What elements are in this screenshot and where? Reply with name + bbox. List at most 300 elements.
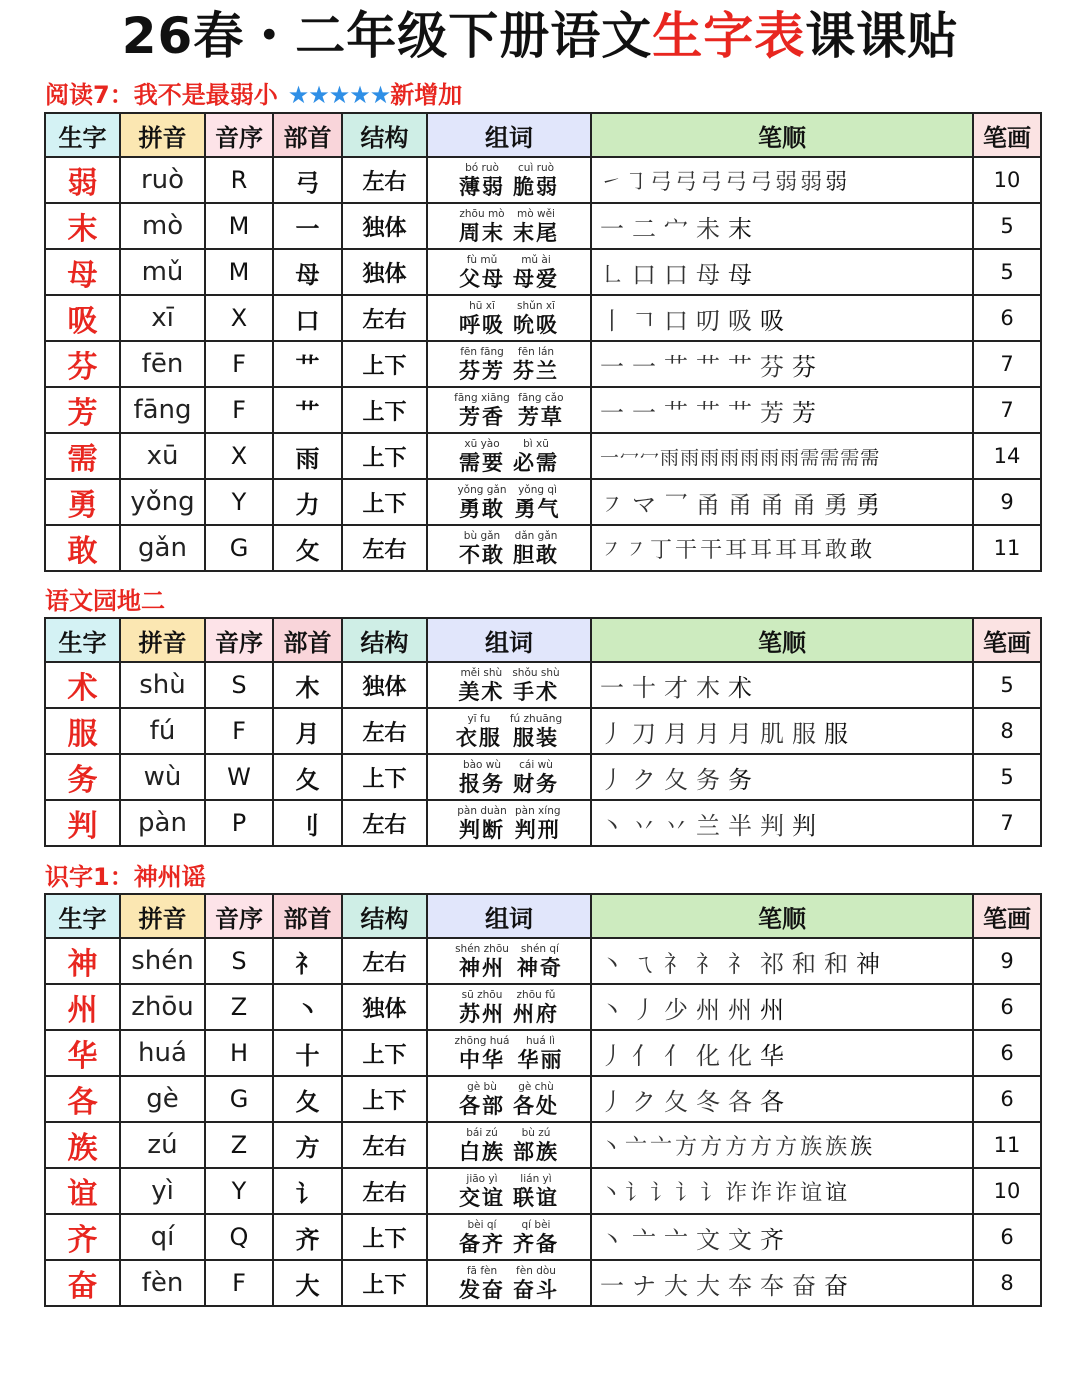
word-group	[428, 805, 590, 842]
stroke-step: 服	[792, 719, 816, 748]
word-text: 周末	[459, 220, 505, 245]
stroke-step: 丶	[600, 1225, 624, 1254]
header-cell: 生字	[45, 894, 120, 938]
stroke-step: 祁	[760, 949, 784, 978]
word-group	[428, 989, 590, 1026]
stroke-step: マ	[632, 490, 656, 519]
pinyin-cell: gǎn	[120, 525, 205, 571]
star-rating-icon: ★★★★★	[287, 81, 391, 109]
table-row	[45, 754, 1041, 800]
stroke-step: 一	[600, 214, 624, 243]
stroke-step: 芳	[760, 398, 784, 427]
stroke-step: 母	[728, 260, 752, 289]
stroke-step: 方	[775, 1134, 798, 1160]
stroke-step: 方	[750, 1134, 773, 1160]
word-pinyin: yī fu	[467, 712, 491, 725]
pinyin-cell: mǔ	[120, 249, 205, 295]
table-row	[45, 295, 1041, 341]
stroke-step: 齐	[760, 1225, 784, 1254]
stroke-step: 一	[600, 398, 624, 427]
zuci-cell	[427, 157, 591, 203]
word-item	[459, 346, 505, 383]
stroke-step: 末	[728, 214, 752, 243]
jiegou-cell: 上下	[342, 433, 427, 479]
bushou-cell: 力	[273, 479, 342, 525]
stroke-step: 乛	[664, 490, 688, 519]
stroke-step: 一	[632, 352, 656, 381]
stroke-step: 口	[664, 306, 688, 335]
word-item	[512, 667, 559, 704]
bushou-cell: 刂	[273, 800, 342, 846]
section-note: 新增加	[390, 81, 463, 109]
bishun-cell	[591, 341, 973, 387]
stroke-step: 雨	[760, 446, 780, 469]
word-text: 各部	[459, 1093, 505, 1118]
word-text: 神州	[458, 955, 505, 980]
pinyin-cell: qí	[120, 1214, 205, 1260]
stroke-step: 勇	[856, 490, 880, 519]
word-item	[459, 1219, 505, 1256]
section-title: 识字1：神州谣	[45, 863, 206, 891]
yinxu-cell: Q	[205, 1214, 273, 1260]
table-row	[45, 1214, 1041, 1260]
word-pinyin: bèi qí	[467, 1218, 497, 1231]
word-group	[428, 162, 590, 199]
pinyin-cell: yǒng	[120, 479, 205, 525]
table-header-row	[45, 894, 1041, 938]
pinyin-cell: fú	[120, 708, 205, 754]
stroke-step: 弱	[775, 169, 798, 195]
stroke-step: 耳	[775, 537, 798, 563]
word-text: 母爱	[513, 266, 559, 291]
bihua-cell: 6	[973, 295, 1041, 341]
word-item	[459, 1173, 505, 1210]
header-cell: 组词	[427, 113, 591, 157]
stroke-step: 华	[760, 1041, 784, 1070]
zuci-cell	[427, 1260, 591, 1306]
stroke-step: 弓	[700, 169, 723, 195]
stroke-step: 丶	[600, 1180, 623, 1206]
header-cell: 部首	[273, 894, 342, 938]
header-cell: 音序	[205, 113, 273, 157]
zuci-cell	[427, 984, 591, 1030]
bushou-cell: 礻	[273, 938, 342, 984]
stroke-step: 礻	[696, 949, 720, 978]
stroke-step: ㄟ	[632, 949, 656, 978]
word-pinyin: pàn xíng	[514, 804, 561, 817]
table-row	[45, 800, 1041, 846]
word-pinyin: shǒu shù	[512, 666, 560, 679]
char-cell: 芳	[45, 387, 120, 433]
bihua-cell: 7	[973, 387, 1041, 433]
jiegou-cell: 上下	[342, 479, 427, 525]
stroke-step: 一	[600, 446, 620, 469]
stroke-step: ㇀	[600, 169, 623, 195]
word-pinyin: cuì ruò	[517, 161, 555, 174]
stroke-step: 艹	[728, 398, 752, 427]
word-item	[457, 805, 507, 842]
table-row	[45, 525, 1041, 571]
bihua-cell: 8	[973, 708, 1041, 754]
word-pinyin: měi shù	[460, 666, 503, 679]
word-item	[458, 667, 504, 704]
word-item	[456, 713, 502, 750]
table-row	[45, 1168, 1041, 1214]
pinyin-cell: mò	[120, 203, 205, 249]
bushou-cell: 艹	[273, 387, 342, 433]
yinxu-cell: S	[205, 662, 273, 708]
char-cell: 州	[45, 984, 120, 1030]
jiegou-cell: 上下	[342, 1030, 427, 1076]
section-label-reading7	[45, 80, 462, 110]
word-group	[428, 713, 590, 750]
table-row	[45, 1260, 1041, 1306]
zuci-cell	[427, 662, 591, 708]
table-row	[45, 249, 1041, 295]
stroke-step: 丶	[600, 811, 624, 840]
stroke-step: 𠃍	[632, 306, 656, 335]
word-text: 薄弱	[459, 174, 505, 199]
char-cell: 齐	[45, 1214, 120, 1260]
stroke-step: 口	[632, 260, 656, 289]
bushou-cell: 夂	[273, 754, 342, 800]
stroke-step: 谊	[800, 1180, 823, 1206]
word-item	[513, 1127, 559, 1164]
bushou-cell: 一	[273, 203, 342, 249]
stroke-step: 讠	[675, 1180, 698, 1206]
stroke-step: 甬	[760, 490, 784, 519]
word-text: 吮吸	[513, 312, 559, 337]
stroke-step: 礻	[664, 949, 688, 978]
stroke-step: 芳	[792, 398, 816, 427]
stroke-step: 弱	[800, 169, 823, 195]
word-pinyin: shén qí	[520, 942, 559, 955]
pinyin-cell: fēn	[120, 341, 205, 387]
table-row	[45, 1076, 1041, 1122]
stroke-step: 弓	[650, 169, 673, 195]
stroke-step: 和	[824, 949, 848, 978]
word-pinyin: cái wù	[519, 758, 553, 771]
word-group	[428, 943, 590, 980]
stroke-step: ㇇	[625, 537, 648, 563]
jiegou-cell: 独体	[342, 249, 427, 295]
pinyin-cell: gè	[120, 1076, 205, 1122]
title-part3: 课课贴	[805, 7, 959, 65]
pinyin-cell: fèn	[120, 1260, 205, 1306]
stroke-step: 芬	[760, 352, 784, 381]
stroke-step: 诈	[775, 1180, 798, 1206]
word-pinyin: zhōu fǔ	[516, 988, 556, 1001]
char-table-shizi1	[44, 893, 1042, 1307]
stroke-step: 雨	[700, 446, 720, 469]
bushou-cell: 讠	[273, 1168, 342, 1214]
pinyin-cell: zú	[120, 1122, 205, 1168]
yinxu-cell: Z	[205, 1122, 273, 1168]
stroke-step: 少	[664, 995, 688, 1024]
char-cell: 芬	[45, 341, 120, 387]
jiegou-cell: 左右	[342, 800, 427, 846]
stroke-step: 刀	[632, 719, 656, 748]
stroke-step: 吸	[760, 306, 784, 335]
bihua-cell: 8	[973, 1260, 1041, 1306]
word-group	[428, 667, 590, 704]
jiegou-cell: 左右	[342, 157, 427, 203]
bihua-cell: 11	[973, 1122, 1041, 1168]
header-cell: 拼音	[120, 894, 205, 938]
word-text: 需要	[459, 450, 505, 475]
word-pinyin: gè bù	[467, 1080, 497, 1093]
stroke-step: 艹	[664, 352, 688, 381]
stroke-step: 丁	[650, 537, 673, 563]
stroke-step: 需	[800, 446, 820, 469]
word-group	[428, 1035, 590, 1072]
yinxu-cell: G	[205, 525, 273, 571]
word-item	[513, 300, 559, 337]
bushou-cell: 丶	[273, 984, 342, 1030]
stroke-step: 判	[792, 811, 816, 840]
word-pinyin: bào wù	[462, 758, 502, 771]
table-row	[45, 1122, 1041, 1168]
zuci-cell	[427, 754, 591, 800]
stroke-step: 丶	[600, 995, 624, 1024]
word-pinyin: gè chù	[518, 1080, 554, 1093]
word-pinyin: bì xū	[523, 437, 549, 450]
yinxu-cell: R	[205, 157, 273, 203]
word-item	[459, 438, 505, 475]
word-group	[428, 1265, 590, 1302]
yinxu-cell: X	[205, 295, 273, 341]
stroke-step: 丿	[600, 719, 624, 748]
table-row	[45, 157, 1041, 203]
word-text: 发奋	[459, 1277, 505, 1302]
word-text: 白族	[459, 1139, 505, 1164]
stroke-step: 未	[696, 214, 720, 243]
jiegou-cell: 上下	[342, 1076, 427, 1122]
bishun-cell	[591, 433, 973, 479]
stroke-step: 礻	[728, 949, 752, 978]
pinyin-cell: xī	[120, 295, 205, 341]
jiegou-cell: 左右	[342, 295, 427, 341]
bushou-cell: 十	[273, 1030, 342, 1076]
word-text: 财务	[513, 771, 559, 796]
jiegou-cell: 左右	[342, 938, 427, 984]
word-group	[428, 1219, 590, 1256]
bushou-cell: 大	[273, 1260, 342, 1306]
bihua-cell: 5	[973, 203, 1041, 249]
bushou-cell: 月	[273, 708, 342, 754]
bushou-cell: 攵	[273, 525, 342, 571]
word-group	[428, 1081, 590, 1118]
word-text: 胆敢	[513, 542, 559, 567]
table-header-row	[45, 618, 1041, 662]
char-cell: 母	[45, 249, 120, 295]
zuci-cell	[427, 433, 591, 479]
char-cell: 奋	[45, 1260, 120, 1306]
stroke-step: ㇆	[625, 169, 648, 195]
stroke-step: 大	[696, 1271, 720, 1300]
jiegou-cell: 左右	[342, 1122, 427, 1168]
jiegou-cell: 上下	[342, 1214, 427, 1260]
zuci-cell	[427, 1030, 591, 1076]
header-cell: 拼音	[120, 618, 205, 662]
bushou-cell: 艹	[273, 341, 342, 387]
word-pinyin: zhōng huá	[454, 1034, 510, 1047]
stroke-step: 敢	[825, 537, 848, 563]
word-text: 勇气	[514, 496, 561, 521]
table-row	[45, 708, 1041, 754]
bishun-cell	[591, 1076, 973, 1122]
title-part1: 26春・二年级下册语文	[121, 7, 653, 65]
bishun-cell	[591, 479, 973, 525]
stroke-step: 夲	[728, 1271, 752, 1300]
bihua-cell: 6	[973, 1214, 1041, 1260]
stroke-step: 讠	[700, 1180, 723, 1206]
word-item	[459, 759, 505, 796]
word-pinyin: sū zhōu	[461, 988, 503, 1001]
jiegou-cell: 左右	[342, 708, 427, 754]
stroke-step: ナ	[632, 1271, 656, 1300]
table-header-row	[45, 113, 1041, 157]
pinyin-cell: pàn	[120, 800, 205, 846]
bihua-cell: 6	[973, 1030, 1041, 1076]
stroke-step: 一	[600, 1271, 624, 1300]
table-row	[45, 387, 1041, 433]
zuci-cell	[427, 341, 591, 387]
char-cell: 服	[45, 708, 120, 754]
word-pinyin: bái zú	[466, 1126, 498, 1139]
word-item	[455, 943, 509, 980]
bihua-cell: 5	[973, 249, 1041, 295]
stroke-step: 奋	[824, 1271, 848, 1300]
stroke-step: 雨	[780, 446, 800, 469]
jiegou-cell: 上下	[342, 387, 427, 433]
word-item	[459, 162, 505, 199]
zuci-cell	[427, 938, 591, 984]
yinxu-cell: Y	[205, 1168, 273, 1214]
stroke-step: 弓	[675, 169, 698, 195]
stroke-step: 方	[675, 1134, 698, 1160]
header-cell: 生字	[45, 113, 120, 157]
header-cell: 笔画	[973, 113, 1041, 157]
stroke-step: 夲	[760, 1271, 784, 1300]
word-group	[428, 1127, 590, 1164]
header-cell: 组词	[427, 618, 591, 662]
pinyin-cell: ruò	[120, 157, 205, 203]
title-part2: 生字表	[652, 7, 806, 65]
jiegou-cell: 独体	[342, 203, 427, 249]
word-pinyin: fèn dòu	[516, 1264, 556, 1277]
word-pinyin: hū xī	[469, 299, 495, 312]
word-text: 衣服	[455, 725, 502, 750]
zuci-cell	[427, 295, 591, 341]
bihua-cell: 6	[973, 984, 1041, 1030]
word-item	[513, 1219, 559, 1256]
stroke-step: 丨	[600, 306, 624, 335]
stroke-step: 丿	[632, 995, 656, 1024]
stroke-step: 半	[728, 811, 752, 840]
word-text: 芳草	[517, 404, 564, 429]
stroke-step: ク	[632, 1087, 656, 1116]
header-cell: 拼音	[120, 113, 205, 157]
char-cell: 判	[45, 800, 120, 846]
bihua-cell: 9	[973, 479, 1041, 525]
stroke-step: 一	[600, 673, 624, 702]
char-cell: 神	[45, 938, 120, 984]
bihua-cell: 5	[973, 754, 1041, 800]
stroke-step: 一	[600, 352, 624, 381]
bushou-cell: 方	[273, 1122, 342, 1168]
word-pinyin: shǔn xī	[517, 299, 555, 312]
stroke-step: 务	[728, 765, 752, 794]
word-pinyin: bó ruò	[465, 161, 499, 174]
stroke-step: 方	[725, 1134, 748, 1160]
char-cell: 需	[45, 433, 120, 479]
stroke-step: 化	[728, 1041, 752, 1070]
word-pinyin: fā fèn	[466, 1264, 498, 1277]
stroke-step: 讠	[625, 1180, 648, 1206]
stroke-step: 月	[696, 719, 720, 748]
bishun-cell	[591, 387, 973, 433]
char-table-reading7	[44, 112, 1042, 572]
stroke-step: 需	[860, 446, 880, 469]
word-text: 呼吸	[459, 312, 505, 337]
bihua-cell: 14	[973, 433, 1041, 479]
word-pinyin: qí bèi	[521, 1218, 551, 1231]
stroke-step: 需	[820, 446, 840, 469]
word-pinyin: fēn fāng	[460, 345, 504, 358]
char-cell: 弱	[45, 157, 120, 203]
word-item	[459, 1265, 505, 1302]
char-cell: 末	[45, 203, 120, 249]
jiegou-cell: 上下	[342, 1260, 427, 1306]
word-text: 不敢	[459, 542, 505, 567]
word-item	[513, 1173, 559, 1210]
bihua-cell: 10	[973, 157, 1041, 203]
word-text: 联谊	[513, 1185, 559, 1210]
word-item	[459, 300, 505, 337]
zuci-cell	[427, 479, 591, 525]
word-item	[457, 484, 506, 521]
header-cell: 笔顺	[591, 113, 973, 157]
word-pinyin: yǒng gǎn	[457, 483, 507, 496]
stroke-step: 族	[825, 1134, 848, 1160]
word-item	[513, 438, 559, 475]
word-pinyin: lián yì	[520, 1172, 552, 1185]
section-label-yuwen-yuandi	[45, 586, 165, 616]
word-group	[428, 484, 590, 521]
yinxu-cell: Z	[205, 984, 273, 1030]
header-cell: 生字	[45, 618, 120, 662]
yinxu-cell: F	[205, 708, 273, 754]
word-group	[428, 254, 590, 291]
bushou-cell: 木	[273, 662, 342, 708]
word-item	[517, 943, 563, 980]
table-row	[45, 203, 1041, 249]
bishun-cell	[591, 295, 973, 341]
word-text: 苏州	[459, 1001, 505, 1026]
word-item	[454, 392, 510, 429]
stroke-step: 族	[800, 1134, 823, 1160]
bihua-cell: 10	[973, 1168, 1041, 1214]
stroke-step: 弓	[750, 169, 773, 195]
stroke-step: 肌	[760, 719, 784, 748]
word-pinyin: xū yào	[464, 437, 500, 450]
word-item	[518, 392, 564, 429]
stroke-step: 十	[632, 673, 656, 702]
stroke-step: 大	[664, 1271, 688, 1300]
word-pinyin: yǒng qì	[518, 483, 557, 496]
yinxu-cell: H	[205, 1030, 273, 1076]
